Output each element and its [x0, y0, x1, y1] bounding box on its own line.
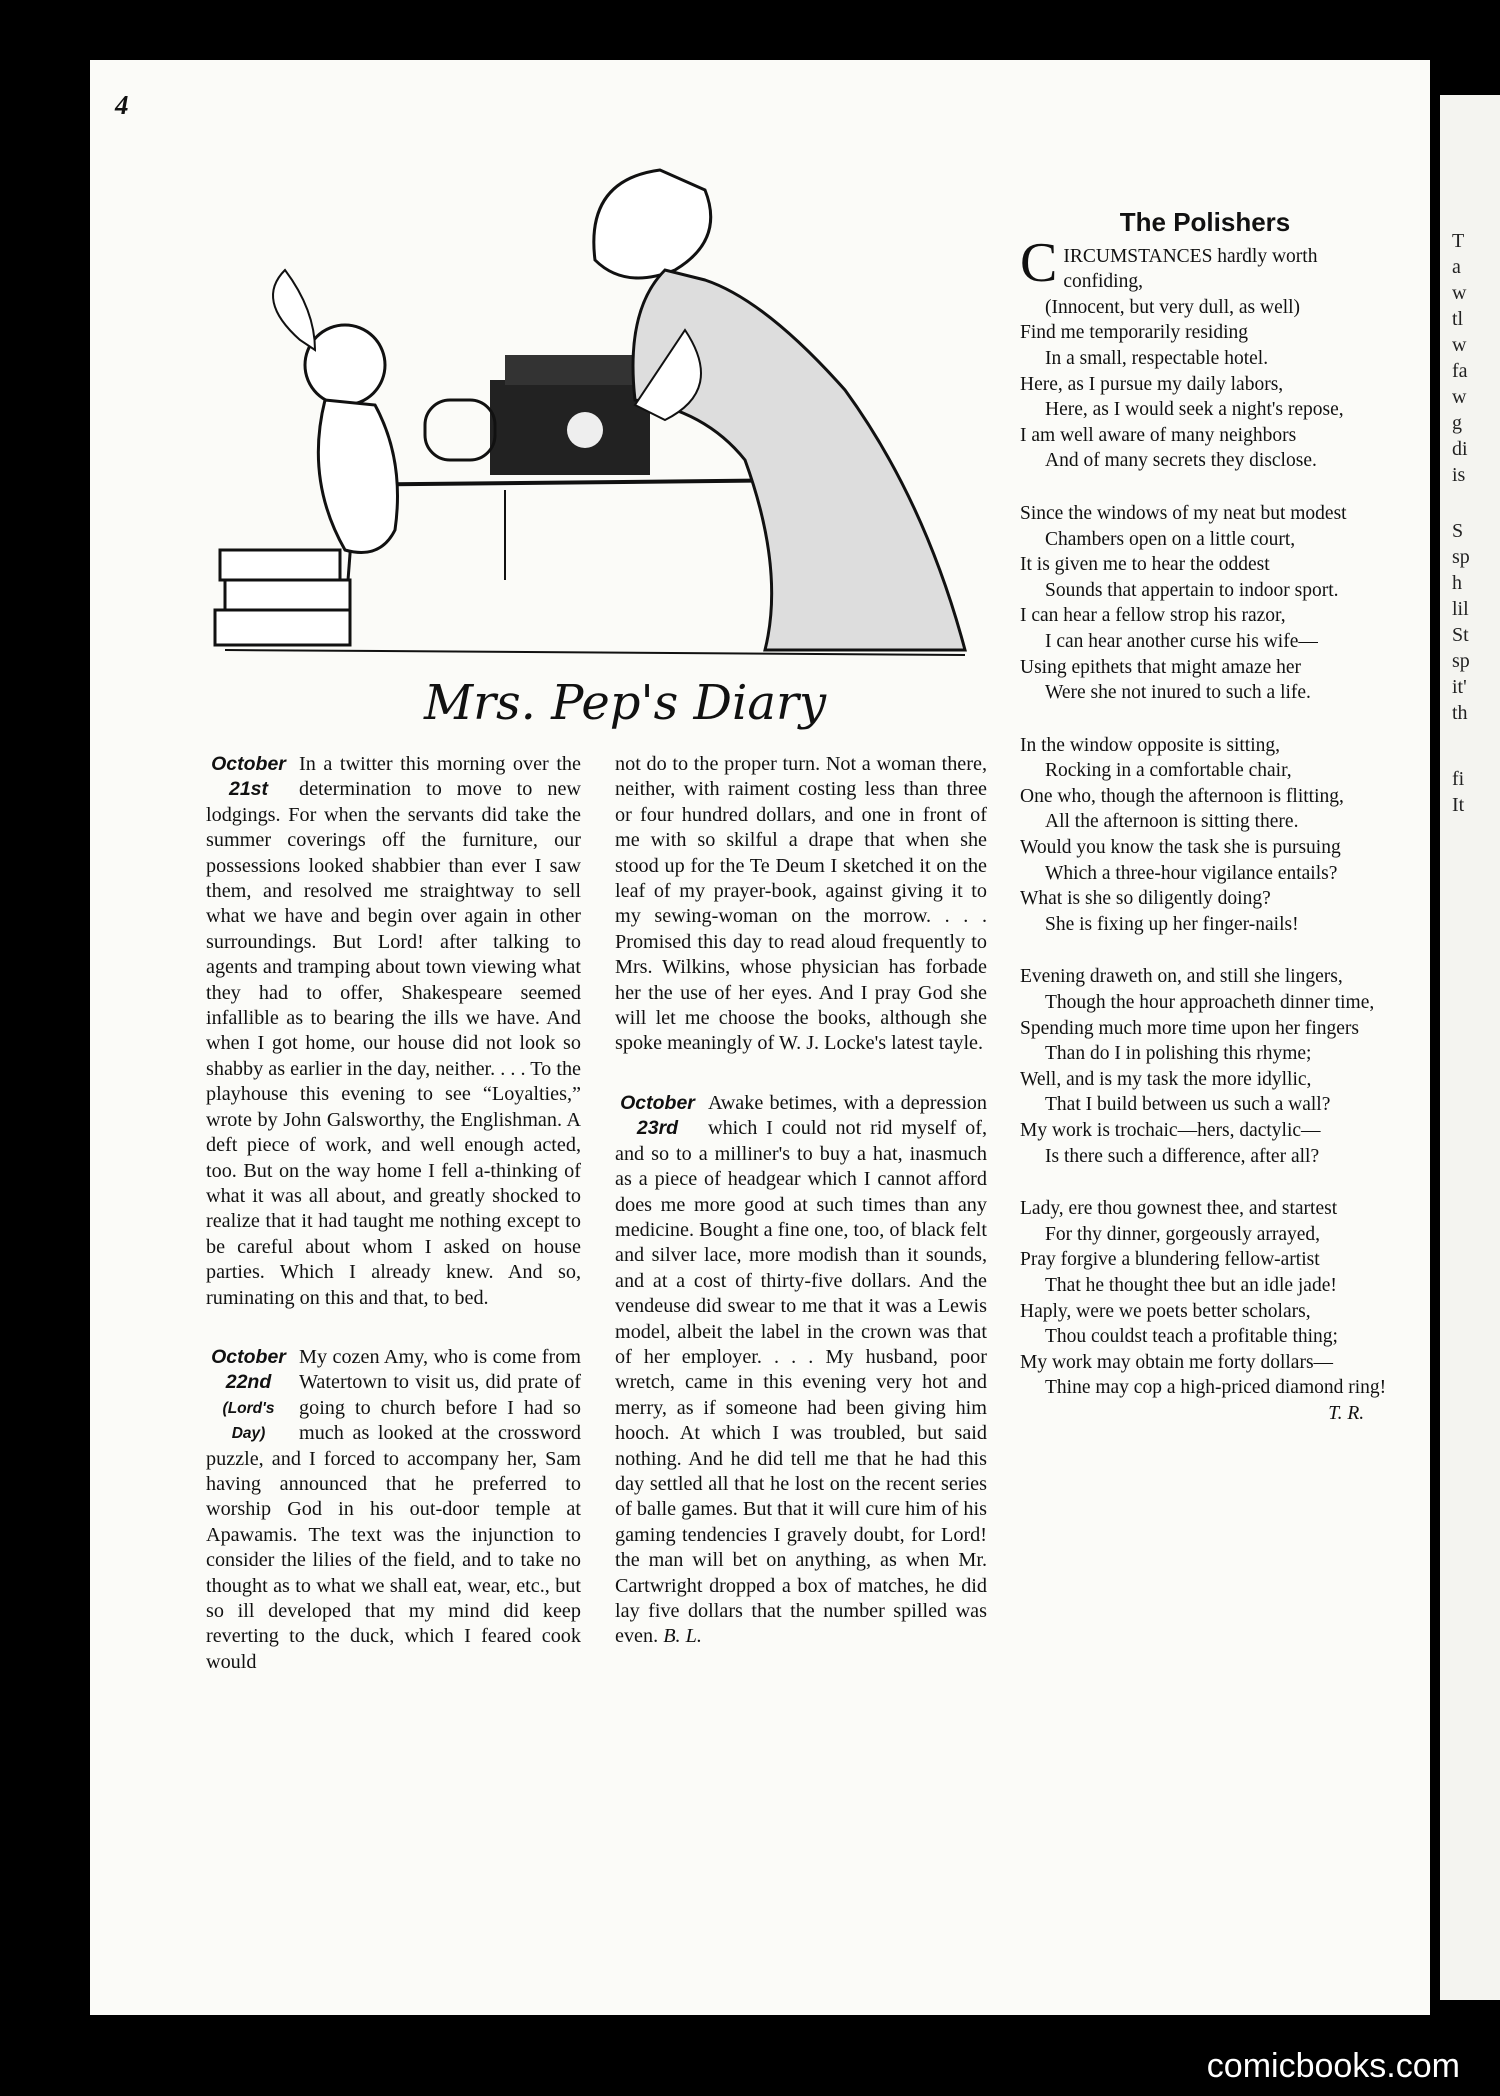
next-page-fragment: is — [1452, 464, 1466, 486]
poem-line: For thy dinner, gorgeously arrayed, — [1045, 1223, 1321, 1245]
poem-line: Since the windows of my neat but modest — [1020, 502, 1347, 524]
poem-line: Evening draweth on, and still she lingers, — [1020, 966, 1343, 988]
poem-line: Thine may cop a high-priced diamond ring! T. R. — [1020, 1375, 1390, 1401]
watermark: comicbooks.com — [1206, 2047, 1460, 2085]
next-page-fragment: th — [1452, 702, 1468, 724]
next-page-fragment: sp — [1452, 546, 1470, 568]
poem-line: Haply, were we poets better scholars, — [1020, 1300, 1311, 1322]
entry-date — [206, 752, 291, 803]
diary-entry — [206, 1345, 581, 1675]
entry-month: October — [620, 1091, 695, 1114]
entry-date — [206, 1345, 291, 1447]
diary-column-2 — [615, 752, 987, 1684]
poem-column — [1020, 207, 1390, 1428]
next-page-fragment: fi — [1452, 768, 1465, 790]
next-page-fragment: g — [1452, 412, 1462, 434]
entry-day: 23rd — [636, 1117, 679, 1140]
poem-line: I can hear a fellow strop his razor, — [1020, 605, 1286, 627]
diary-entry — [615, 1091, 987, 1650]
next-page-fragment: di — [1452, 438, 1468, 460]
poem-title: The Polishers — [1119, 207, 1291, 237]
poem-line: Sounds that appertain to indoor sport. — [1045, 579, 1339, 601]
poem-line: Lady, ere thou gownest thee, and startest — [1020, 1198, 1338, 1220]
next-page-fragment: lil — [1452, 598, 1469, 620]
poem-line: Which a three-hour vigilance entails? — [1045, 862, 1338, 884]
poem-line: My work may obtain me forty dollars— — [1020, 1351, 1334, 1373]
poem-line: Here, as I would seek a night's repose, — [1045, 399, 1344, 421]
entry-text: My cozen Amy, who is come from Watertown to visit us, did prate of going to church before I had so much as looked at the crossword puzzle, and I forced to accompany her, Sam having announced that he preferred to worship God in his out-door temple at Apawamis. The text was the injunction to consider the lilies of the field, and to take no thought as to what we shall eat, wear, etc., but so ill developed that my mind did keep reverting to the duck, which I feared cook would — [206, 1345, 581, 1673]
poem-dropcap: C — [1020, 231, 1058, 294]
entry-text: In a twitter this morning over the determination to move to new lodgings. For when the servants did take the summer coverings off the furniture, our possessions looked shabbier than ever I saw them, and resolved me straightway to sell what we have and begin over again in other surroundings. But Lord! after talking to agents and tramping about town viewing what they had to offer, Shakespeare seemed infallible as to bearing the ills we have. And when I got home, our house did not look so shabby as earlier in the day, neither. . . . To the playhouse this evening to see “Loyalties,” wrote by John Galsworthy, the Englishman. A deft piece of work, and well enough acted, too. But on the way home I fell a-thinking of what it was all about, and greatly shocked to realize that it had taught me nothing except to be careful about whom I asked on house parties. Which I already knew. And so, ruminating on this and that, to bed. — [206, 753, 581, 1309]
next-page-fragment: w — [1452, 282, 1467, 304]
next-page-fragment: tl — [1452, 308, 1464, 330]
poem-line: Find me temporarily residing — [1020, 322, 1249, 344]
poem-line: That I build between us such a wall? — [1045, 1094, 1331, 1116]
next-page-fragment: it' — [1452, 676, 1467, 698]
entry-day: 22nd — [225, 1371, 272, 1394]
page-number: 4 — [115, 90, 129, 120]
next-page-fragment: sp — [1452, 650, 1470, 672]
poem-line: And of many secrets they disclose. — [1045, 450, 1317, 472]
poem-line: Thou couldst teach a profitable thing; — [1045, 1326, 1338, 1348]
poem-line: What is she so diligently doing? — [1020, 888, 1271, 910]
poem-line: It is given me to hear the oddest — [1020, 554, 1270, 576]
poem-body — [1020, 231, 1390, 1424]
next-page-fragment: h — [1452, 572, 1462, 594]
poem-line: CIRCUMSTANCES hardly worth confiding, — [1020, 231, 1318, 294]
entry-text: Awake betimes, with a depression which I could not rid myself of, and so to a milliner's to buy a hat, inasmuch as a piece of headgear which I cannot afford does me more good at such times than any medicine. Bought a fine one, too, of black felt and silver lace, more modish than it sounds, and at a cost of thirty-five dollars. And the vendeuse did swear to me that it was a Lewis model, albeit the label in the crown was that of her employer. . . . My husband, poor wretch, came in this evening very hot and merry, as if someone had been giving him hooch. At which I was troubled, but said nothing. And he did tell me that he had this day settled all that he lost on the recent series of balle games. But that it will cure him of his gaming tendencies I gravely doubt, for Lord! the man will bet on anything, as when Mr. Cartwright dropped a box of matches, he did lay five dollars that the number spilled was even. B. L. — [615, 1091, 987, 1648]
poem-stanza — [1020, 733, 1390, 938]
poem-stanza — [1020, 964, 1390, 1169]
poem-line: In a small, respectable hotel. — [1045, 347, 1269, 369]
entry-day-note: (Lord's Day) — [222, 1399, 275, 1443]
poem-line: That he thought thee but an idle jade! — [1045, 1274, 1337, 1296]
poem-line: Pray forgive a blundering fellow-artist — [1020, 1249, 1320, 1271]
poem-line: Using epithets that might amaze her — [1020, 656, 1302, 678]
poem-line: Well, and is my task the more idyllic, — [1020, 1068, 1312, 1090]
next-page-fragment: St — [1452, 624, 1469, 646]
poem-line: Would you know the task she is pursuing — [1020, 837, 1341, 859]
poem-stanza — [1020, 1196, 1390, 1424]
poem-line: Rocking in a comfortable chair, — [1045, 760, 1292, 782]
poem-line: (Innocent, but very dull, as well) — [1045, 296, 1301, 318]
poem-stanza — [1020, 501, 1390, 706]
next-page-fragment: fa — [1452, 360, 1468, 382]
next-page-fragment: w — [1452, 386, 1467, 408]
poem-line: Spending much more time upon her fingers — [1020, 1017, 1360, 1039]
poem-line: Than do I in polishing this rhyme; — [1045, 1043, 1312, 1065]
poem-line: I can hear another curse his wife— — [1045, 630, 1318, 652]
poem-line: Chambers open on a little court, — [1045, 528, 1296, 550]
poem-line: Though the hour approacheth dinner time, — [1045, 992, 1375, 1014]
entry-day: 21st — [228, 778, 269, 801]
next-page-fragment: a — [1452, 256, 1461, 278]
poem-line: Here, as I pursue my daily labors, — [1020, 373, 1284, 395]
diary-title: Mrs. Pep's Diary — [423, 675, 827, 731]
next-page-fragment: w — [1452, 334, 1467, 356]
illustration-cupid-lady-typewriter — [205, 150, 1005, 670]
diary-entry-continued — [615, 752, 987, 1057]
adjacent-page-edge — [1440, 95, 1500, 2000]
poem-line: Is there such a difference, after all? — [1045, 1145, 1320, 1167]
next-page-fragment: T — [1452, 230, 1465, 252]
entry-signature: B. L. — [658, 1625, 702, 1648]
poem-line: She is fixing up her finger-nails! — [1045, 913, 1299, 935]
poem-line: All the afternoon is sitting there. — [1045, 811, 1299, 833]
entry-month: October — [211, 753, 286, 775]
poem-line: In the window opposite is sitting, — [1020, 734, 1280, 756]
next-page-fragment: It — [1452, 794, 1465, 816]
diary-entry — [206, 752, 581, 1311]
entry-date — [615, 1091, 700, 1142]
entry-text: not do to the proper turn. Not a woman there, neither, with raiment costing less than three or four hundred dollars, and one in front of me with so skilful a drape that when she stood up for the Te Deum I sketched it on the leaf of my prayer-book, against giving it to my sewing-woman on the morrow. . . . Promised this day to read aloud frequently to Mrs. Wilkins, whose physician has forbade her the use of her eyes. And I pray God she will let me choose the books, although she spoke meaningly of W. J. Locke's latest tayle. — [615, 753, 987, 1055]
poem-line: One who, though the afternoon is flitting, — [1020, 785, 1344, 807]
diary-column-1 — [206, 752, 581, 1709]
entry-month: October — [211, 1345, 286, 1368]
poem-line: I am well aware of many neighbors — [1020, 424, 1297, 446]
poem-stanza — [1020, 231, 1390, 474]
poem-signature: T. R. — [1328, 1402, 1365, 1424]
next-page-fragment: S — [1452, 520, 1464, 542]
poem-line: My work is trochaic—hers, dactylic— — [1020, 1120, 1321, 1141]
poem-line: Were she not inured to such a life. — [1045, 682, 1311, 704]
